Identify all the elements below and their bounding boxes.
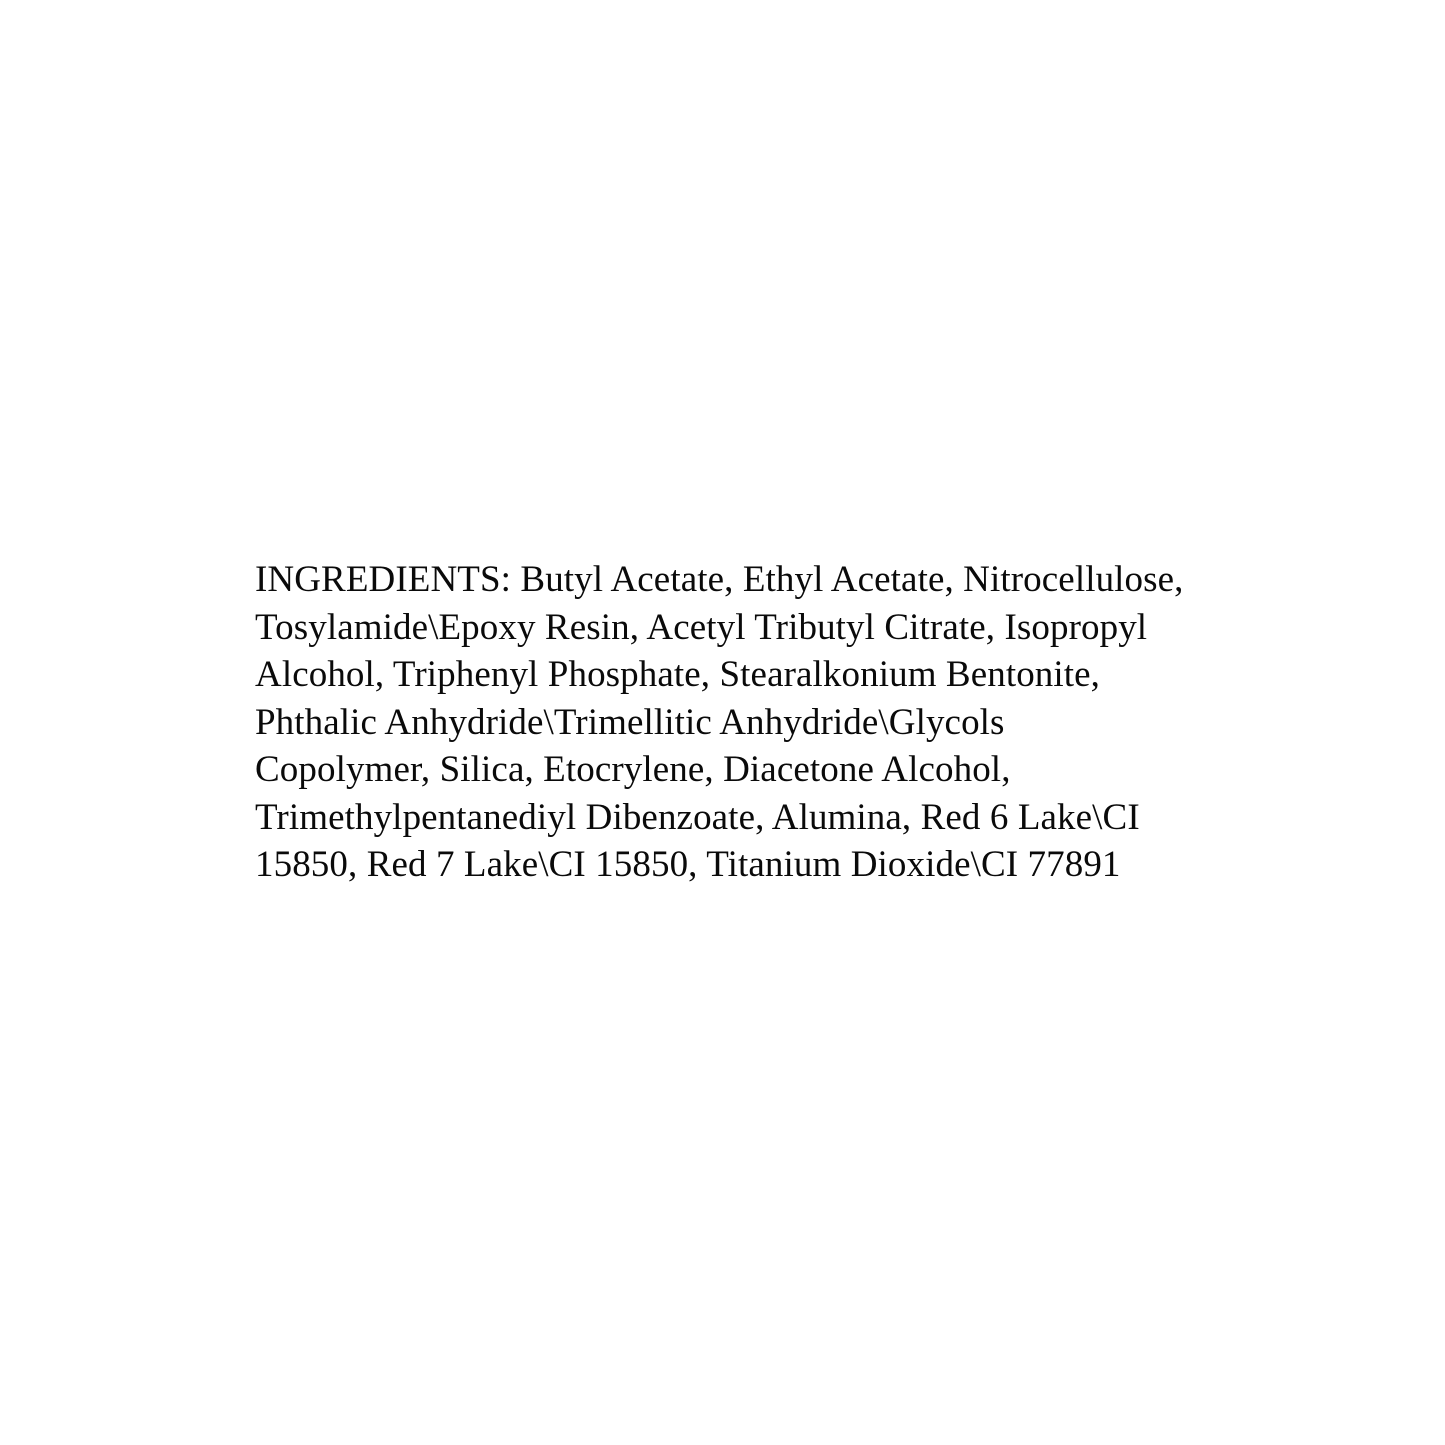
ingredients-line: 15850, Red 7 Lake\CI 15850, Titanium Dioxide\CI 77891 bbox=[255, 844, 1121, 885]
ingredients-line: INGREDIENTS: Butyl Acetate, Ethyl Acetate, Nitrocellulose, bbox=[255, 559, 1184, 600]
ingredients-line: Alcohol, Triphenyl Phosphate, Stearalkonium Bentonite, bbox=[255, 654, 1101, 695]
ingredients-line: Tosylamide\Epoxy Resin, Acetyl Tributyl Citrate, Isopropyl bbox=[255, 606, 1148, 648]
ingredients-line: Trimethylpentanediyl Dibenzoate, Alumina, Red 6 Lake\CI bbox=[255, 796, 1140, 838]
ingredients-text-block bbox=[255, 556, 1235, 889]
ingredients-line: Phthalic Anhydride\Trimellitic Anhydride\Glycols bbox=[255, 701, 1005, 743]
ingredients-line: Copolymer, Silica, Etocrylene, Diacetone Alcohol, bbox=[255, 749, 1011, 790]
